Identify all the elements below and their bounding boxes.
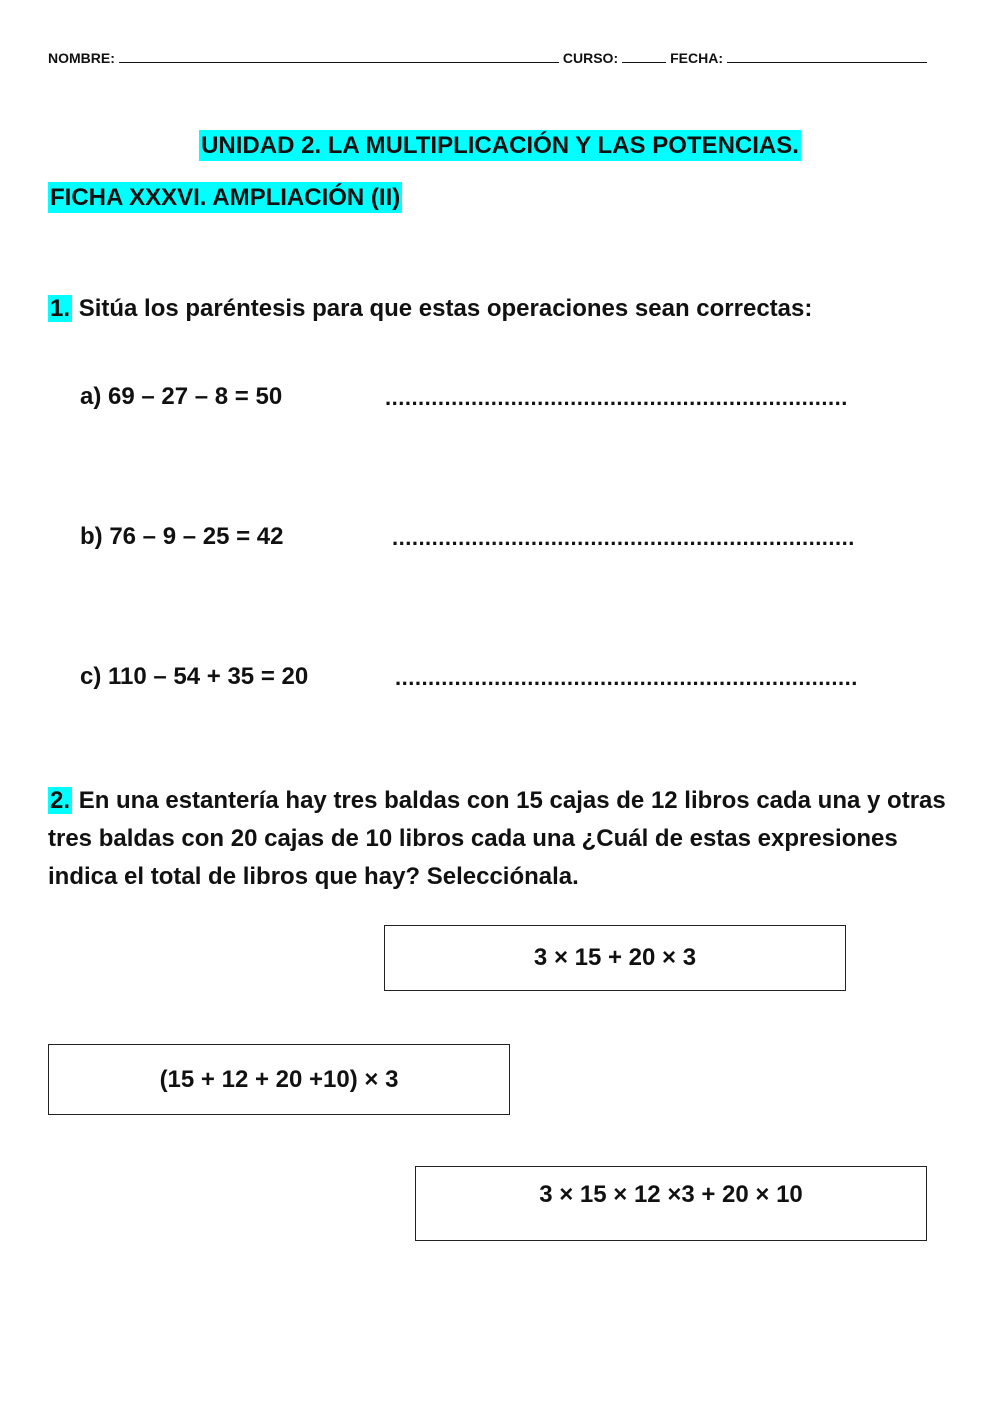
curso-field[interactable] xyxy=(622,48,666,63)
option-3-expression: 3 × 15 × 12 ×3 + 20 × 10 xyxy=(539,1181,803,1208)
fecha-field[interactable] xyxy=(727,48,927,63)
nombre-label: NOMBRE: xyxy=(48,50,115,66)
question-2 xyxy=(48,782,958,896)
operation-b: b) 76 – 9 – 25 = 42 xyxy=(80,523,284,550)
worksheet-subtitle: FICHA XXXVI. AMPLIACIÓN (II) xyxy=(50,184,401,211)
answer-line-b[interactable]: ...................................................................... xyxy=(392,525,855,550)
option-box-1[interactable] xyxy=(384,925,846,991)
question-1-text: Sitúa los paréntesis para que estas operaciones sean correctas: xyxy=(78,295,813,322)
option-box-3[interactable] xyxy=(415,1166,927,1241)
option-1-expression: 3 × 15 + 20 × 3 xyxy=(533,944,697,971)
option-2-expression: (15 + 12 + 20 +10) × 3 xyxy=(159,1065,399,1093)
question-2-text: En una estantería hay tres baldas con 15 cajas de 12 libros cada una y otras tres baldas con 20 cajas de 10 libros cada una ¿Cuál de estas expresiones indica el total de libros que hay? Selecciónala. xyxy=(48,787,946,890)
unit-title-block xyxy=(0,132,1000,160)
worksheet-subtitle-block xyxy=(48,184,402,212)
question-1 xyxy=(48,290,958,328)
question-2-number: 2. xyxy=(50,787,71,814)
nombre-field[interactable] xyxy=(119,48,559,63)
fecha-label: FECHA: xyxy=(670,50,724,66)
operation-c: c) 110 – 54 + 35 = 20 xyxy=(80,663,309,690)
operation-a: a) 69 – 27 – 8 = 50 xyxy=(80,383,283,410)
answer-line-c[interactable]: ...................................................................... xyxy=(395,665,858,690)
answer-line-a[interactable]: ...................................................................... xyxy=(385,385,848,410)
question-1-number: 1. xyxy=(50,295,71,322)
unit-title: UNIDAD 2. LA MULTIPLICACIÓN Y LAS POTENCIAS. xyxy=(201,132,799,159)
curso-label: CURSO: xyxy=(562,50,619,66)
student-info-header xyxy=(48,48,953,66)
option-box-2[interactable] xyxy=(48,1044,510,1115)
